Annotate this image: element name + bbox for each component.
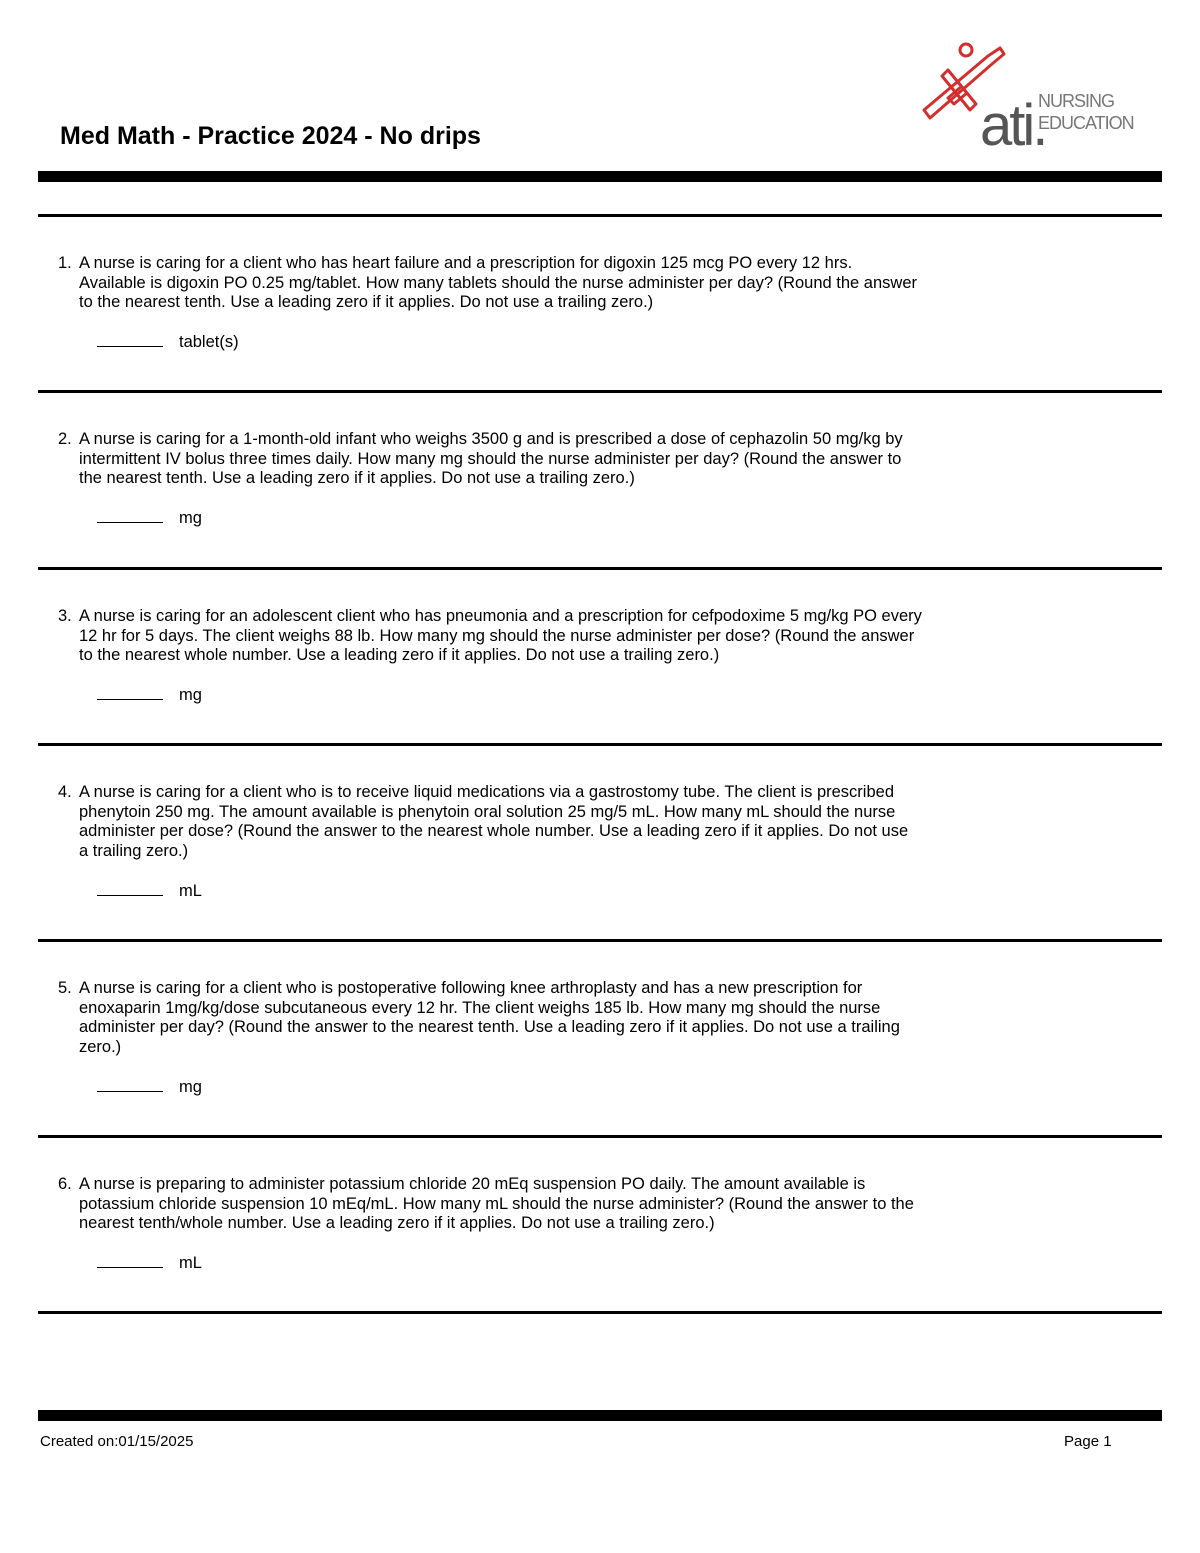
divider [38,390,1162,393]
answer-blank[interactable] [97,1077,163,1092]
answer-6 [97,1253,202,1273]
divider [38,939,1162,942]
answer-unit: tablet(s) [179,333,239,351]
question-number: 3. [58,607,72,625]
divider [38,567,1162,570]
logo-brand: ati. [980,93,1046,158]
question-number: 1. [58,254,72,272]
logo-subtitle [1038,90,1134,134]
answer-blank[interactable] [97,881,163,896]
answer-unit: mg [179,686,202,704]
divider [38,1135,1162,1138]
logo-sub-line2: EDUCATION [1038,113,1134,133]
question-4 [58,783,1118,861]
answer-unit: mL [179,882,202,900]
answer-blank[interactable] [97,332,163,347]
divider [38,1311,1162,1314]
answer-1 [97,332,239,352]
question-text: A nurse is caring for a client who is postoperative following knee arthroplasty and has a new prescription for enoxaparin 1mg/kg/dose subcutaneous every 12 hr. The client weighs 185 lb. How many mg should the nurse administer per day? (Round the answer to the nearest tenth. Use a leading zero if it applies. Do not use a trailing zero.) [79,979,900,1056]
question-2 [58,430,1118,489]
answer-blank[interactable] [97,508,163,523]
question-5 [58,979,1118,1057]
question-text: A nurse is caring for an adolescent client who has pneumonia and a prescription for cefpodoxime 5 mg/kg PO every 12 hr for 5 days. The client weighs 88 lb. How many mg should the nurse administer per dose? (Round the answer to the nearest whole number. Use a leading zero if it applies. Do not use a trailing zero.) [79,607,922,665]
question-6 [58,1175,1118,1234]
page-number: Page 1 [1064,1433,1112,1450]
divider [38,214,1162,217]
answer-2 [97,508,202,528]
created-date: Created on:01/15/2025 [40,1433,194,1450]
question-number: 2. [58,430,72,448]
answer-unit: mg [179,1078,202,1096]
question-1 [58,254,1118,313]
answer-3 [97,685,202,705]
ati-nursing-education-logo [918,40,1148,158]
question-number: 4. [58,783,72,801]
question-text: A nurse is caring for a client who is to receive liquid medications via a gastrostomy tube. The client is prescribed phenytoin 250 mg. The amount available is phenytoin oral solution 25 mg/5 mL. How many mL should the nurse administer per dose? (Round the answer to the nearest whole number. Use a leading zero if it applies. Do not use a trailing zero.) [79,783,909,860]
answer-unit: mL [179,1254,202,1272]
logo-sub-line1: NURSING [1038,91,1115,111]
question-number: 6. [58,1175,72,1193]
question-text: A nurse is caring for a 1-month-old infant who weighs 3500 g and is prescribed a dose of cephazolin 50 mg/kg by intermittent IV bolus three times daily. How many mg should the nurse administer per day? (Round the answer to the nearest tenth. Use a leading zero if it applies. Do not use a trailing zero.) [79,430,903,488]
answer-blank[interactable] [97,685,163,700]
question-3 [58,607,1118,666]
footer-divider [38,1410,1162,1421]
question-text: A nurse is preparing to administer potassium chloride 20 mEq suspension PO daily. The amount available is potassium chloride suspension 10 mEq/mL. How many mL should the nurse administer? (Round the answer to the nearest tenth/whole number. Use a leading zero if it applies. Do not use a trailing zero.) [79,1175,914,1233]
answer-blank[interactable] [97,1253,163,1268]
question-text: A nurse is caring for a client who has heart failure and a prescription for digoxin 125 mcg PO every 12 hrs. Available is digoxin PO 0.25 mg/tablet. How many tablets should the nurse administer per day? (Round the answer to the nearest tenth. Use a leading zero if it applies. Do not use a trailing zero.) [79,254,917,312]
answer-unit: mg [179,509,202,527]
answer-4 [97,881,202,901]
document-title: Med Math - Practice 2024 - No drips [60,122,481,150]
answer-5 [97,1077,202,1097]
divider [38,743,1162,746]
header-divider [38,171,1162,182]
question-number: 5. [58,979,72,997]
